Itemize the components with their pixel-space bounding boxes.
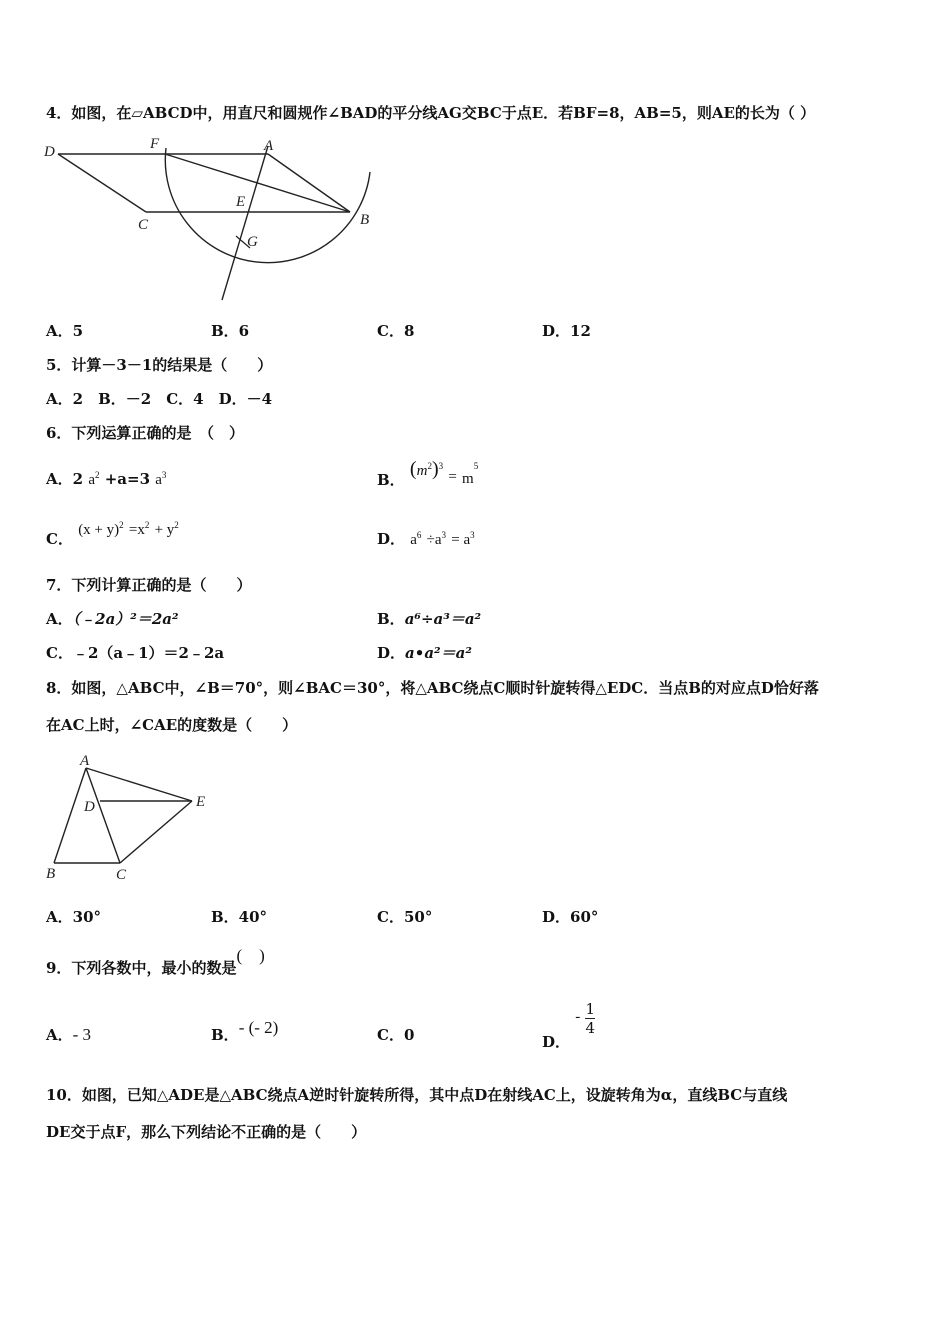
q4-label-c: C	[138, 217, 149, 233]
q7-c-expr: ﹣2（a﹣1）＝2﹣2a	[72, 644, 225, 662]
q4-label-d: D	[44, 144, 55, 160]
q6-a-exp1: 2	[94, 470, 100, 480]
q6-c-exp1: 2	[144, 520, 150, 530]
q10-stem-line1: 10．如图，已知△ADE是△ABC绕点A逆时针旋转所得，其中点D在射线AC上，设旋转角为α，直线BC与直线	[46, 1086, 788, 1104]
q4-label-b: B	[360, 212, 370, 228]
q9-stem	[46, 946, 265, 978]
q6-b-res: m	[462, 471, 474, 487]
q6-c-lhs-exp: 2	[119, 520, 124, 530]
q9-option-c: C．0	[377, 1026, 415, 1044]
q6-d-eq: = a	[451, 532, 471, 548]
q8-label-d: D	[84, 799, 95, 815]
q6-d-div: ÷a	[426, 532, 442, 548]
q6-c-plus: + y	[154, 522, 175, 538]
q7-stem: 7．下列计算正确的是（ ）	[46, 576, 252, 594]
q6-b-res-exp: 5	[473, 461, 479, 471]
q7-option-c	[46, 642, 224, 663]
q6-b-base: m	[416, 463, 428, 479]
q4-option-a: A．5	[46, 322, 84, 340]
q7-option-a	[46, 608, 179, 629]
q9-d-denominator: 4	[585, 1019, 596, 1037]
q6-c-lhs: (x + y)	[78, 522, 120, 538]
q8-label-e: E	[196, 794, 206, 810]
q4-label-f: F	[150, 136, 160, 152]
q6-c-label: C．	[46, 530, 73, 548]
q5-stem: 5．计算－3－1的结果是（ ）	[46, 356, 273, 374]
q6-stem: 6．下列运算正确的是 （ ）	[46, 424, 244, 442]
q6-a-coef: 2	[72, 470, 84, 488]
q4-label-g: G	[247, 234, 258, 250]
q7-b-label: B．	[377, 610, 405, 628]
q8-option-a: A．30°	[46, 908, 102, 926]
q9-d-numerator: 1	[585, 1000, 596, 1018]
q10-stem-line2: DE交于点F，那么下列结论不正确的是（ ）	[46, 1123, 367, 1141]
q4-figure	[40, 132, 380, 307]
q6-a-base1: a	[88, 472, 95, 488]
q9-a-label: A．	[46, 1026, 73, 1044]
q6-a-base2: a	[155, 472, 162, 488]
q9-option-b	[211, 1018, 279, 1045]
q8-stem-line2: 在AC上时，∠CAE的度数是（ ）	[46, 716, 298, 734]
q6-b-inner-exp: 2	[427, 461, 432, 471]
q7-c-label: C．	[46, 644, 73, 662]
q8-label-b: B	[46, 866, 56, 882]
q6-b-label: B．	[377, 471, 405, 489]
q4-option-b: B．6	[211, 322, 250, 340]
q9-b-value: - (- 2)	[238, 1018, 279, 1037]
q9-stem-text: 9．下列各数中，最小的数是	[46, 959, 237, 977]
q6-d-exp1: 6	[416, 530, 422, 540]
q6-option-c	[46, 518, 179, 548]
q7-d-label: D．	[377, 644, 406, 662]
q6-b-outer-exp: 3	[438, 461, 444, 471]
q8-stem-line1: 8．如图，△ABC中，∠B＝70°，则∠BAC＝30°，将△ABC绕点C顺时针旋转得△EDC．当点B的对应点D恰好落	[46, 679, 819, 697]
q8-label-c: C	[116, 867, 127, 883]
q6-d-exp3: 3	[470, 530, 475, 540]
q6-option-d	[377, 528, 475, 549]
q6-a-mid: +a=3	[99, 470, 150, 488]
q9-option-d	[542, 1000, 596, 1051]
q7-a-expr: （﹣2a）²＝2a²	[72, 610, 179, 628]
q9-paren: ( )	[236, 946, 265, 965]
q6-option-a	[46, 468, 166, 489]
q7-option-b	[377, 608, 481, 629]
q7-option-d	[377, 642, 472, 663]
q6-d-exp2: 3	[441, 530, 447, 540]
q4-option-d: D．12	[542, 322, 591, 340]
q9-option-a	[46, 1024, 91, 1045]
q6-d-label: D．	[377, 530, 406, 548]
q9-d-fraction	[585, 1000, 595, 1037]
q9-b-label: B．	[211, 1026, 239, 1044]
q6-c-eq: =x	[128, 522, 145, 538]
q4-label-e: E	[236, 194, 246, 210]
q8-option-c: C．50°	[377, 908, 433, 926]
q9-a-value: - 3	[72, 1025, 92, 1044]
q6-b-eq: =	[448, 469, 457, 485]
q5-options: A．2 B．－2 C．4 D．－4	[46, 390, 273, 408]
q8-option-d: D．60°	[542, 908, 599, 926]
q8-label-a: A	[80, 753, 90, 769]
q7-b-expr: a⁶÷a³＝a²	[404, 610, 482, 628]
q6-a-label: A．	[46, 470, 73, 488]
q6-d-base: a	[410, 532, 417, 548]
q4-stem: 4．如图，在▱ABCD中，用直尺和圆规作∠BAD的平分线AG交BC于点E．若BF=8，AB=5，则AE的长为（ ）	[46, 104, 816, 122]
q8-figure	[40, 750, 220, 885]
q6-c-exp2: 2	[174, 520, 179, 530]
q4-label-a: A	[264, 138, 274, 154]
q7-d-expr: a•a²＝a²	[405, 644, 472, 662]
q6-option-b: B． $(m^2)^3 = m^5$	[377, 458, 479, 489]
q7-a-label: A．	[46, 610, 73, 628]
q9-d-sign: -	[575, 1008, 581, 1025]
q6-a-exp2: 3	[161, 470, 167, 480]
q9-d-label: D．	[542, 1032, 571, 1051]
q8-option-b: B．40°	[211, 908, 268, 926]
q4-option-c: C．8	[377, 322, 415, 340]
